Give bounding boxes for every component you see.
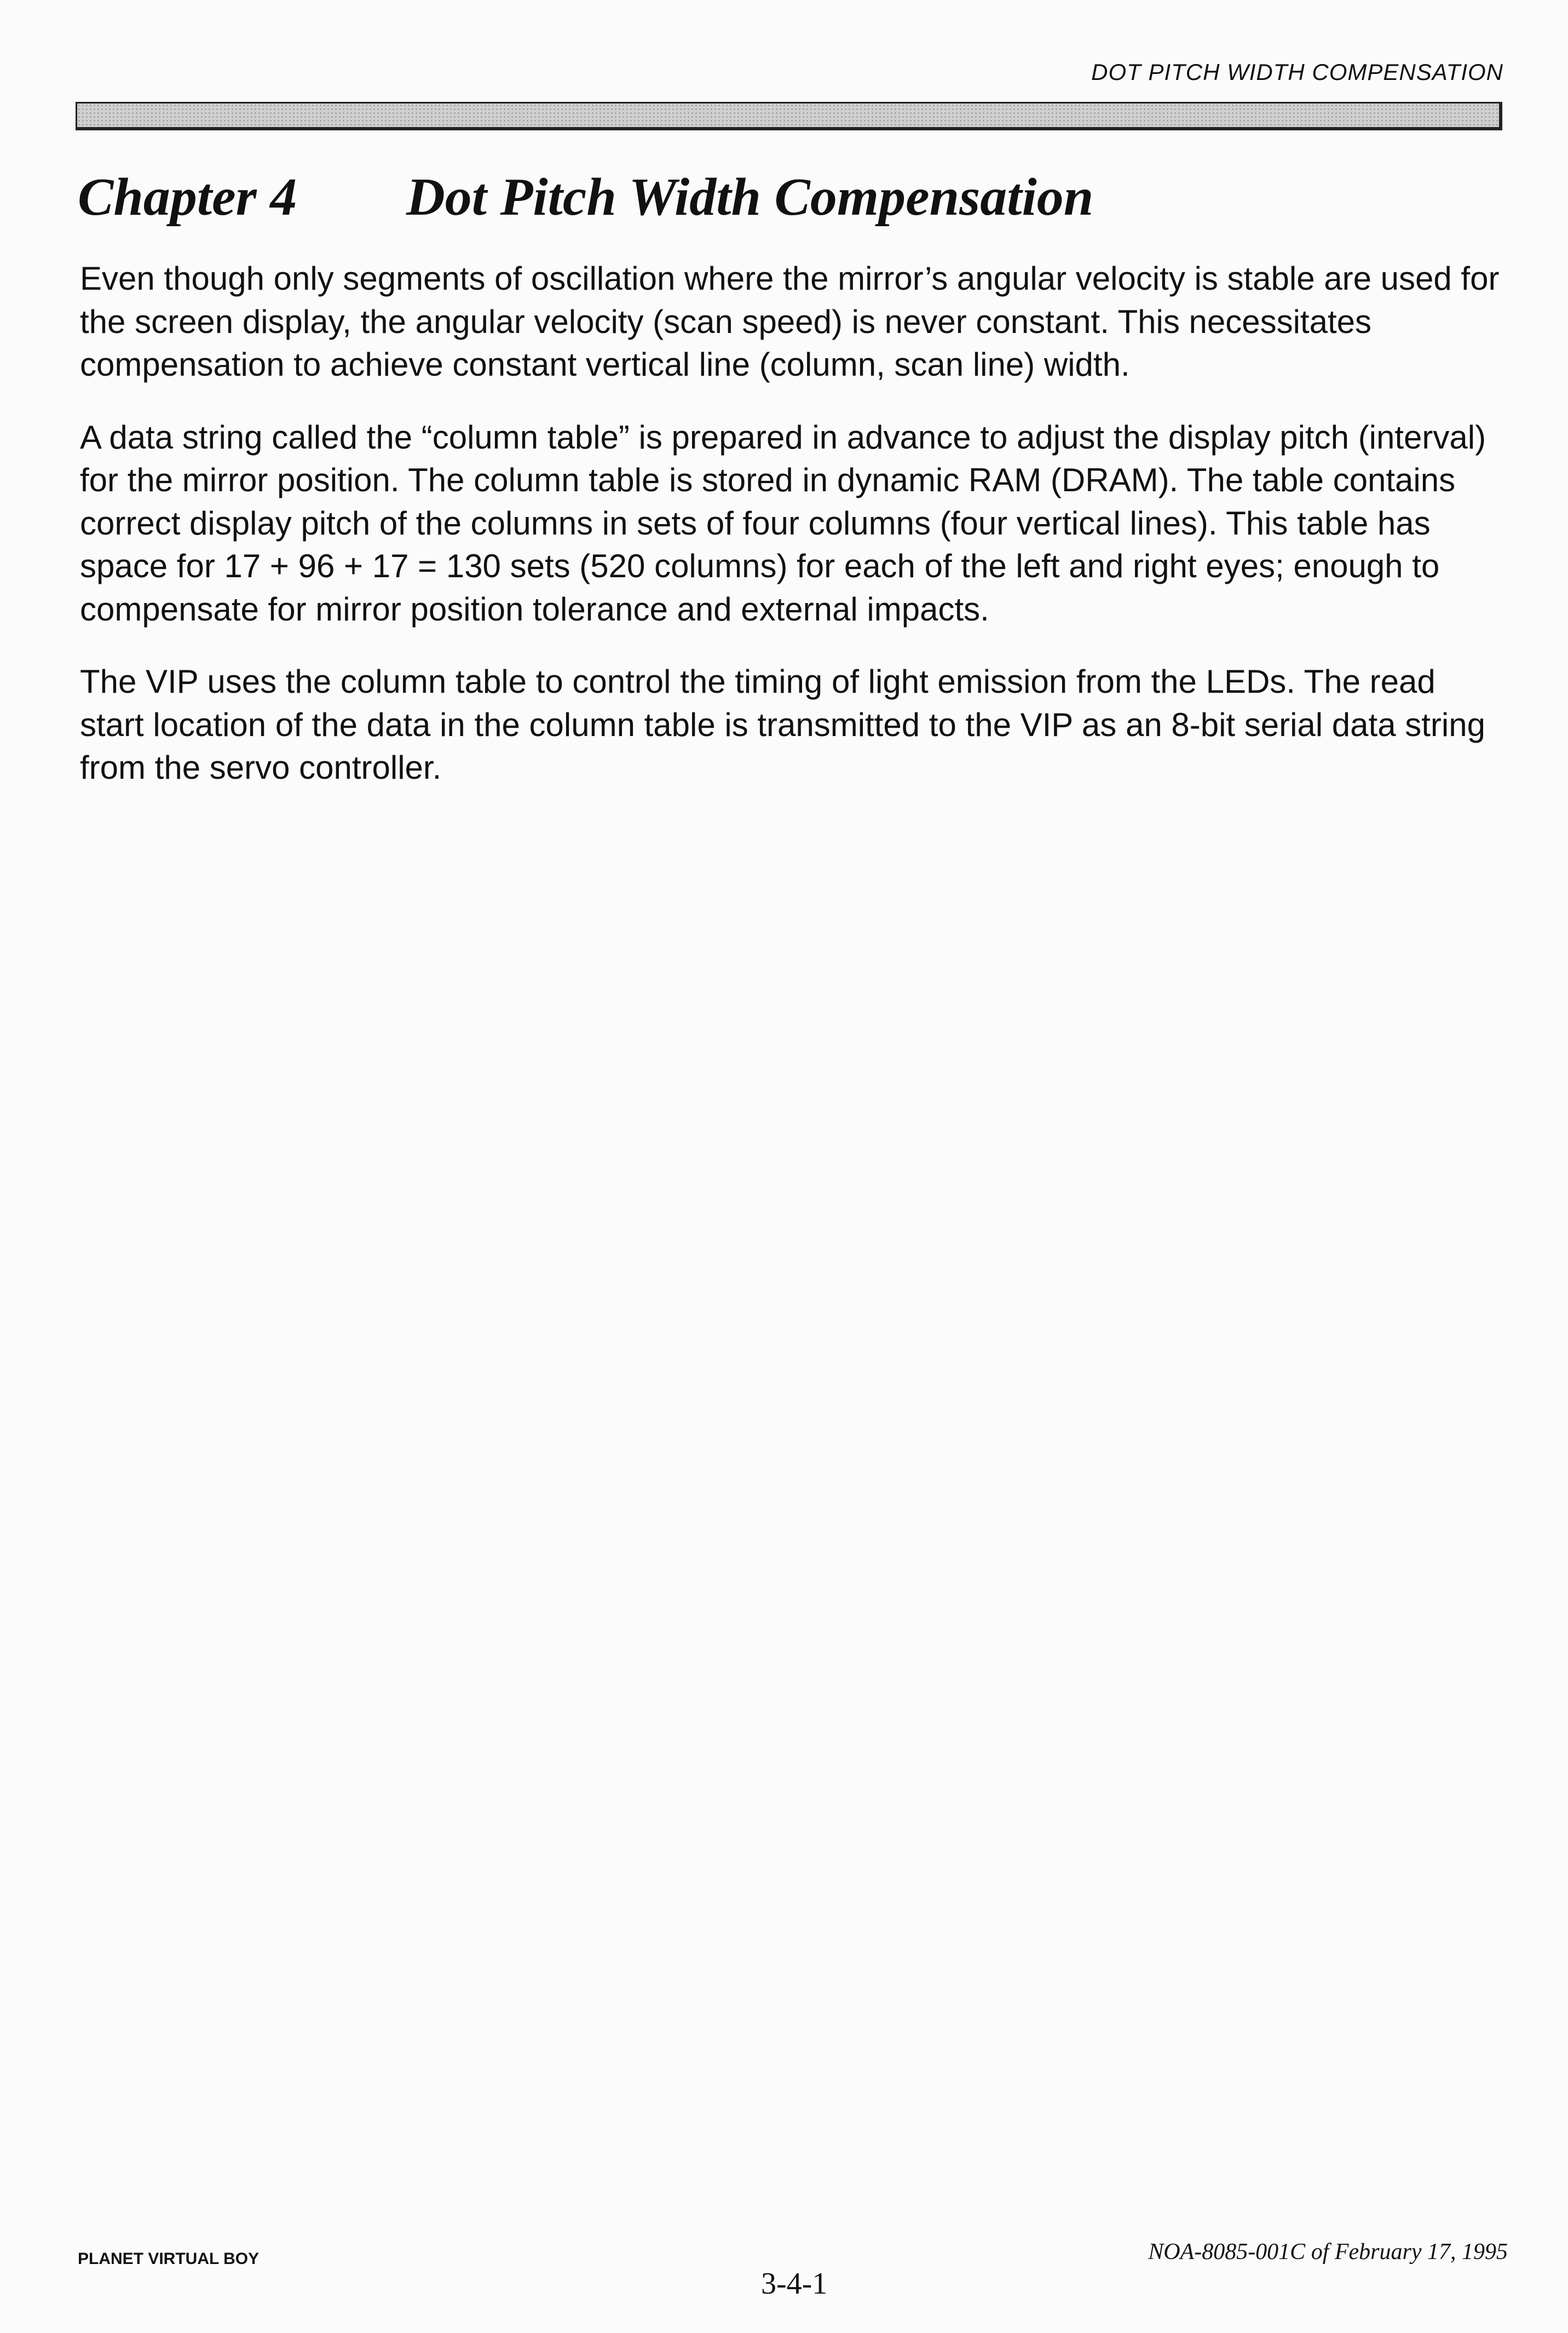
chapter-label: Chapter 4 [78,168,297,227]
paragraph: The VIP uses the column table to control the timing of light emission from the LEDs. The read start location of the data in the column table is transmitted to the VIP as an 8-bit serial data string from the servo controller. [80,663,1485,786]
footer-doc-id: NOA-8085-001C of February 17, 1995 [1148,2239,1508,2265]
chapter-heading [78,164,1093,230]
page-number: 3-4-1 [761,2267,828,2301]
chapter-title: Dot Pitch Width Compensation [406,168,1094,227]
footer-publication: PLANET VIRTUAL BOY [78,2250,260,2268]
paragraph: A data string called the “column table” is prepared in advance to adjust the display pitch (interval) for the mirror position. The column table is stored in dynamic RAM (DRAM). The table contains correct display pitch of the columns in sets of four columns (four vertical lines). This table has space for 17 + 96 + 17 = 130 sets (520 columns) for each of the left and right eyes; enough to compensate for mirror position tolerance and external impacts. [80,418,1486,628]
paragraph: Even though only segments of oscillation where the mirror’s angular velocity is stable are used for the screen display, the angular velocity (scan speed) is never constant. This necessitates compensation to achieve constant vertical line (column, scan line) width. [80,260,1500,383]
running-header: DOT PITCH WIDTH COMPENSATION [1091,59,1503,85]
body-text [80,257,1503,819]
header-bar [76,102,1502,130]
